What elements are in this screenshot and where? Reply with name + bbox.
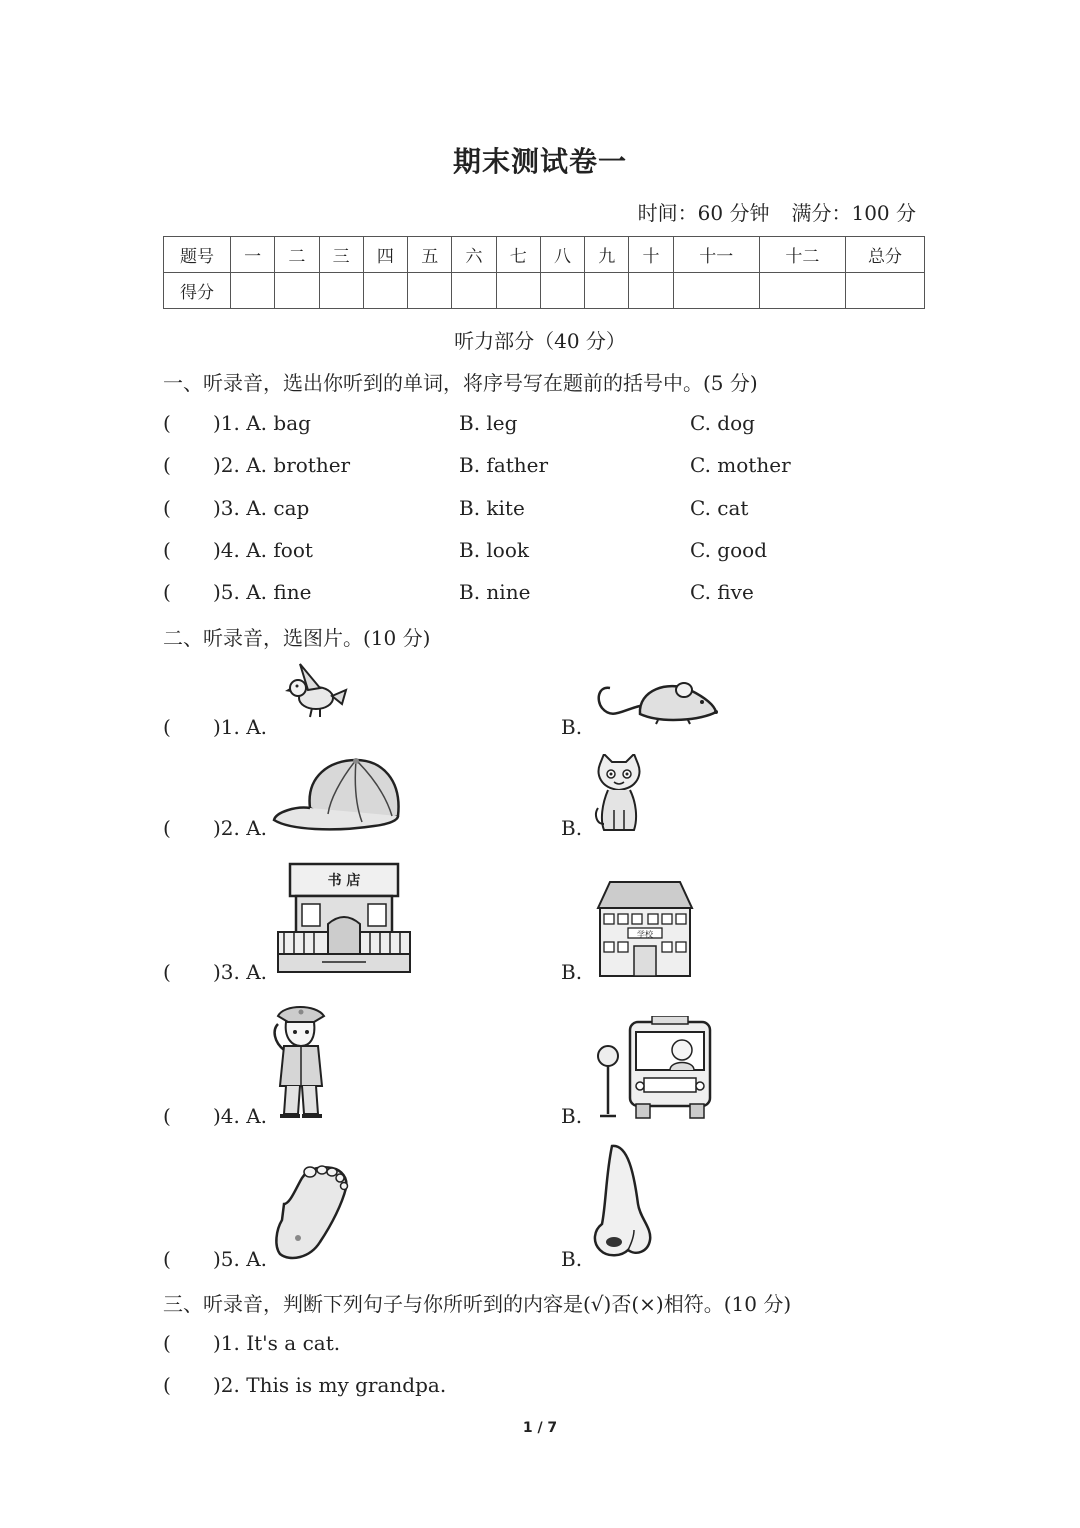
score-cell[interactable] [408,273,452,309]
score-table [163,236,925,309]
score-cell[interactable] [540,273,584,309]
option-b: B. nine [459,580,531,604]
score-cell[interactable] [673,273,759,309]
option-b: B. kite [459,496,525,520]
score-cell[interactable] [363,273,407,309]
option-a: )4. A. [213,1104,268,1128]
s2-question-4 [163,1104,267,1128]
mouse-icon [592,676,720,726]
score-table-score-row [164,273,925,309]
header-cell: 二 [275,237,319,273]
option-b: B. [561,715,583,739]
answer-paren[interactable]: ( [163,960,171,984]
statement: )2. This is my grandpa. [213,1373,447,1397]
s1-question-2 [163,453,350,477]
option-b: B. [561,1104,583,1128]
row-label: 得分 [164,273,231,309]
option-b: B. leg [459,411,518,435]
header-cell: 六 [452,237,496,273]
section-2-title: 二、听录音，选图片。(10 分) [163,626,431,650]
answer-paren[interactable]: ( [163,580,171,604]
score-table-header-row [164,237,925,273]
option-c: C. cat [690,496,749,520]
answer-paren[interactable]: ( [163,496,171,520]
answer-paren[interactable]: ( [163,715,171,739]
s1-question-1 [163,411,311,435]
answer-paren[interactable]: ( [163,1247,171,1271]
option-b: B. [561,816,583,840]
score-cell[interactable] [846,273,925,309]
police-officer-icon [270,1002,330,1122]
header-cell: 十 [629,237,673,273]
page-title: 期末测试卷一 [452,145,627,178]
score-cell[interactable] [759,273,845,309]
option-c: C. dog [690,411,755,435]
option-a: )5. A. fine [213,580,312,604]
option-b: B. father [459,453,549,477]
full-score: 满分：100 分 [791,201,916,225]
header-cell: 七 [496,237,540,273]
s1-question-5 [163,580,311,604]
statement: )1. It's a cat. [213,1331,341,1355]
header-cell: 十一 [673,237,759,273]
option-a: )3. A. cap [213,496,310,520]
score-cell[interactable] [319,273,363,309]
score-cell[interactable] [629,273,673,309]
header-cell: 八 [540,237,584,273]
answer-paren[interactable]: ( [163,538,171,562]
section-3-title: 三、听录音，判断下列句子与你所听到的内容是(√)否(×)相符。(10 分) [163,1292,792,1316]
header-cell: 一 [231,237,275,273]
header-cell: 三 [319,237,363,273]
option-b: B. [561,1247,583,1271]
score-cell[interactable] [275,273,319,309]
score-cell[interactable] [496,273,540,309]
school-icon [596,880,694,978]
header-cell: 五 [408,237,452,273]
s2-question-5 [163,1247,267,1271]
listening-section-title: 听力部分（40 分） [454,329,626,353]
option-c: C. good [690,538,767,562]
header-cell: 题号 [164,237,231,273]
foot-icon [272,1164,352,1264]
option-a: )2. A. brother [213,453,351,477]
nose-icon [592,1144,654,1260]
option-b: B. look [459,538,530,562]
cap-icon [270,756,408,834]
s2-question-2 [163,816,267,840]
header-cell: 四 [363,237,407,273]
answer-paren[interactable]: ( [163,816,171,840]
option-c: C. mother [690,453,791,477]
answer-paren[interactable]: ( [163,411,171,435]
option-a: )5. A. [213,1247,268,1271]
option-c: C. five [690,580,754,604]
header-cell: 总分 [846,237,925,273]
option-a: )3. A. [213,960,268,984]
answer-paren[interactable]: ( [163,1331,171,1355]
bookstore-icon [274,862,412,974]
s2-question-1 [163,715,267,739]
option-a: )1. A. bag [213,411,311,435]
option-b: B. [561,960,583,984]
header-cell: 九 [585,237,629,273]
answer-paren[interactable]: ( [163,1373,171,1397]
answer-paren[interactable]: ( [163,1104,171,1128]
section-1-title: 一、听录音，选出你听到的单词，将序号写在题前的括号中。(5 分) [163,371,758,395]
header-cell: 十二 [759,237,845,273]
answer-paren[interactable]: ( [163,453,171,477]
s1-question-4 [163,538,313,562]
score-cell[interactable] [585,273,629,309]
s3-question-1 [163,1331,340,1355]
score-cell[interactable] [452,273,496,309]
score-cell[interactable] [231,273,275,309]
time-limit: 时间：60 分钟 [637,201,770,225]
s2-question-3 [163,960,267,984]
exam-meta [638,197,916,226]
cat-icon [594,754,644,836]
s1-question-3 [163,496,309,520]
school-sign: 学校 [637,930,653,939]
option-a: )1. A. [213,715,268,739]
page-number: 1 / 7 [522,1420,558,1436]
option-a: )2. A. [213,816,268,840]
bookstore-sign: 书 店 [327,873,361,889]
s3-question-2 [163,1373,446,1397]
bird-icon [282,660,348,720]
bus-driver-icon [596,1016,714,1120]
option-a: )4. A. foot [213,538,313,562]
